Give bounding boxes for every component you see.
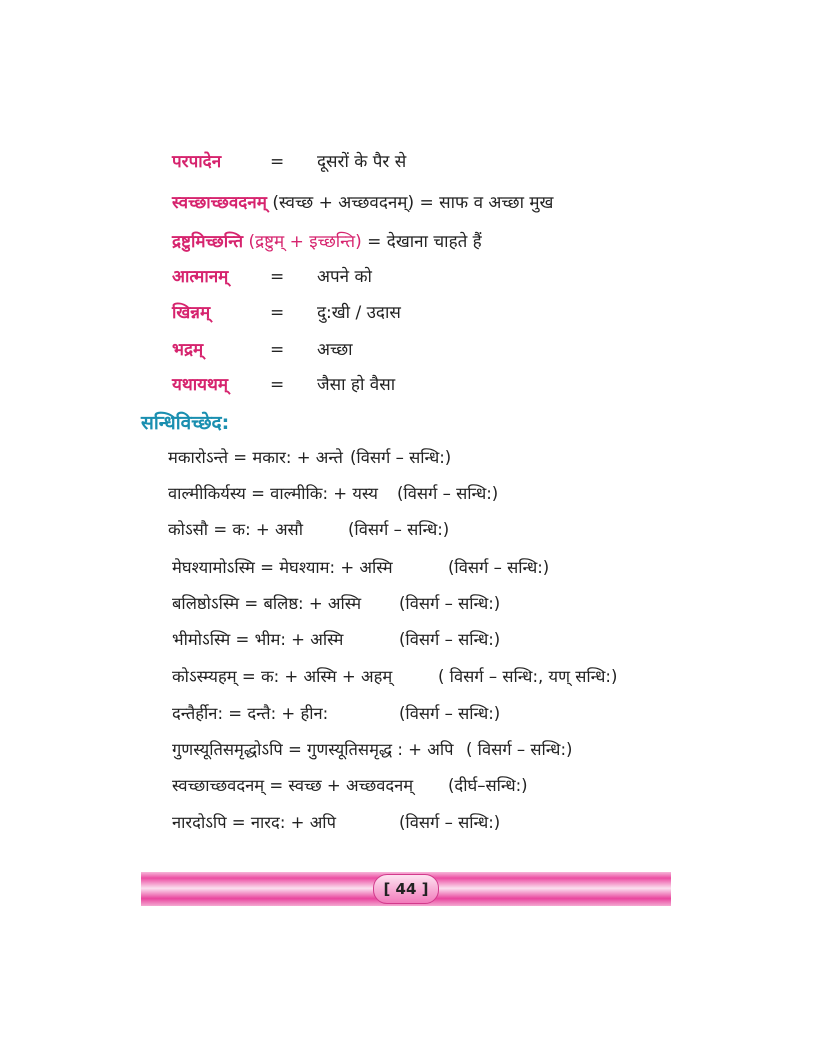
vocab-word: भद्रम् [172,340,204,360]
sandhi-item: गुणस्यूतिसमृद्धोऽपि = गुणस्यूतिसमृद्ध : + अपि [172,740,454,759]
equals-sign: = [270,375,285,395]
equals-sign: = [270,152,285,172]
equals-sign: = [270,303,285,323]
sandhi-type: (विसर्ग – सन्धि:) [399,704,501,723]
sandhi-item: मेघश्यामोऽस्मि = मेघश्याम: + अस्मि [172,558,393,577]
vocab-row [172,192,553,214]
sandhi-type: (विसर्ग – सन्धि:) [399,813,501,832]
vocab-row [172,151,221,173]
vocab-word: द्रष्टुमिच्छन्ति [172,232,244,252]
page-number: [ 44 ] [373,874,439,904]
vocab-row [172,231,482,253]
vocab-word: स्वच्छाच्छवदनम् [172,193,267,213]
vocab-word: परपादेन [172,152,222,172]
sandhi-type: (दीर्घ–सन्धि:) [448,776,528,795]
sandhi-item: बलिष्ठोऽस्मि = बलिष्ठ: + अस्मि [172,594,362,613]
sandhi-item: कोऽसौ = क: + असौ [168,520,303,539]
vocab-inline-meaning: = देखाना चाहते हैं [367,232,482,252]
vocab-split: (द्रष्टुम् + इच्छन्ति) [248,232,362,252]
sandhi-item: कोऽस्म्यहम् = क: + अस्मि + अहम् [172,667,393,686]
vocab-meaning: अच्छा [317,340,353,360]
vocab-meaning: दु:खी / उदास [317,303,401,323]
sandhi-type: ( विसर्ग – सन्धि:, यण् सन्धि:) [438,667,618,686]
sandhi-type: (विसर्ग – सन्धि:) [399,630,501,649]
sandhi-item: मकारोऽन्ते = मकार: + अन्ते [168,448,343,467]
vocab-word: खिन्नम् [172,303,211,323]
vocab-meaning: दूसरों के पैर से [317,152,407,172]
sandhi-type: (विसर्ग – सन्धि:) [348,520,450,539]
vocab-meaning: जैसा हो वैसा [317,375,396,395]
sandhi-type: (विसर्ग – सन्धि:) [399,594,501,613]
equals-sign: = [270,267,285,287]
vocab-meaning: अपने को [317,267,372,287]
section-heading: सन्धिविच्छेद: [141,412,230,434]
equals-sign: = [270,340,285,360]
sandhi-type: (विसर्ग – सन्धि:) [448,558,550,577]
sandhi-type: ( विसर्ग – सन्धि:) [466,740,573,759]
sandhi-type: (विसर्ग – सन्धि:) [350,448,452,467]
vocab-inline-meaning: (स्वच्छ + अच्छवदनम्) = साफ व अच्छा मुख [272,193,554,213]
vocab-word: यथायथम् [172,375,229,395]
sandhi-item: दन्तैर्हीन: = दन्तै: + हीन: [172,704,329,723]
vocab-word: आत्मानम् [172,267,229,287]
sandhi-item: भीमोऽस्मि = भीम: + अस्मि [172,630,344,649]
sandhi-item: स्वच्छाच्छवदनम् = स्वच्छ + अच्छवदनम् [172,776,414,795]
sandhi-type: (विसर्ग – सन्धि:) [397,484,499,503]
sandhi-item: नारदोऽपि = नारद: + अपि [172,813,336,832]
sandhi-item: वाल्मीकिर्यस्य = वाल्मीकि: + यस्य [168,484,378,503]
